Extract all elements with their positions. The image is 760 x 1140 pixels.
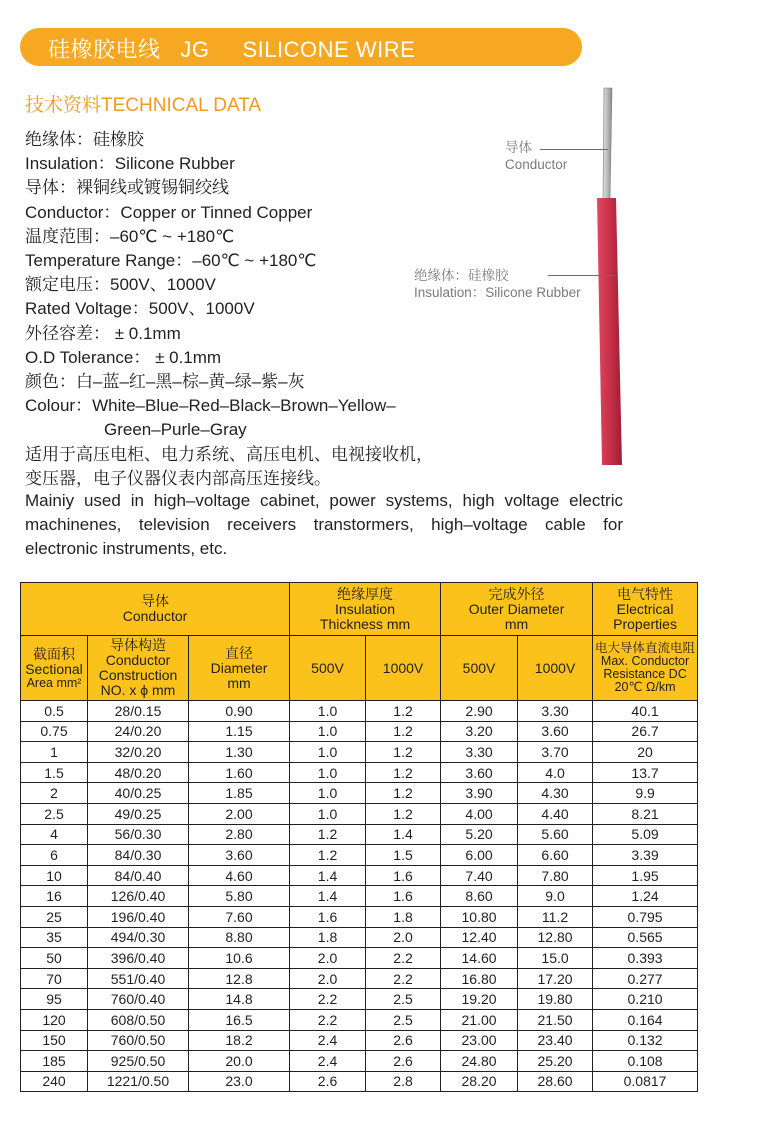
table-cell: 24.80 [441,1051,518,1072]
spec-line: Rated Voltage：500V、1000V [25,299,255,319]
header-text: NO. x ϕ mm [100,682,176,698]
table-cell: 1.95 [593,865,698,886]
table-cell: 8.21 [593,803,698,824]
spec-line: 温度范围：–60℃ ~ +180℃ [25,226,235,246]
table-cell: 8.60 [441,886,518,907]
table-cell: 26.7 [593,721,698,742]
usage-zh-line: 适用于高压电柜、电力系统、高压电机、电视接收机， [25,444,433,464]
table-cell: 925/0.50 [88,1051,189,1072]
header-text: 导体 [141,593,169,609]
conductor-leader-line [540,149,608,150]
table-cell: 28.60 [518,1071,593,1092]
table-cell: 7.80 [518,865,593,886]
spec-list [25,128,625,491]
table-cell: 2.2 [290,1009,366,1030]
table-cell: 2 [21,783,88,804]
table-cell: 3.30 [441,742,518,763]
table-cell: 3.30 [518,701,593,722]
table-cell: 3.60 [189,845,290,866]
table-row [21,742,698,763]
table-cell: 14.60 [441,948,518,969]
header-diameter [189,636,290,701]
header-text: Electrical [616,600,674,617]
table-row [21,1051,698,1072]
table-cell: 70 [21,968,88,989]
table-cell: 14.8 [189,989,290,1010]
table-cell: 1.0 [290,783,366,804]
table-cell: 1.0 [290,742,366,763]
table-cell: 1.0 [290,701,366,722]
table-cell: 1.4 [290,886,366,907]
table-cell: 84/0.30 [88,845,189,866]
title-banner [20,28,582,66]
table-cell: 5.60 [518,824,593,845]
insulation-callout [414,267,581,301]
table-cell: 7.60 [189,906,290,927]
table-cell: 2.5 [366,1009,441,1030]
table-cell: 40/0.25 [88,783,189,804]
table-cell: 2.90 [441,701,518,722]
conductor-callout [505,139,567,173]
page-title: 硅橡胶电线 JG SILICONE WIRE [48,37,416,62]
header-text: Conductor [105,652,171,668]
table-cell: 1.6 [366,865,441,886]
table-cell: 16.5 [189,1009,290,1030]
header-outer-diameter [441,583,593,636]
header-text: Conductor [122,608,188,624]
table-cell: 1.0 [290,762,366,783]
header-text: Construction [98,667,178,683]
table-cell: 25.20 [518,1051,593,1072]
table-cell: 0.393 [593,948,698,969]
table-cell: 396/0.40 [88,948,189,969]
table-cell: 0.75 [21,721,88,742]
table-cell: 3.60 [441,762,518,783]
table-cell: 1.5 [366,845,441,866]
table-cell: 3.39 [593,845,698,866]
table-cell: 0.210 [593,989,698,1010]
table-cell: 15.0 [518,948,593,969]
table-cell: 1.0 [290,721,366,742]
table-cell: 16 [21,886,88,907]
table-cell: 0.5 [21,701,88,722]
header-text: 完成外径 [488,585,545,602]
table-cell: 23.00 [441,1030,518,1051]
table-cell: 2.2 [290,989,366,1010]
table-row [21,1030,698,1051]
table-cell: 1.2 [366,803,441,824]
table-cell: 1.6 [366,886,441,907]
spec-line: 颜色：白–蓝–红–黑–棕–黄–绿–紫–灰 [25,372,305,392]
table-row [21,968,698,989]
table-cell: 760/0.50 [88,1030,189,1051]
table-cell: 10.6 [189,948,290,969]
table-cell: 1.2 [290,845,366,866]
table-cell: 2.0 [290,948,366,969]
table-cell: 1221/0.50 [88,1071,189,1092]
table-row [21,865,698,886]
spec-line: Insulation：Silicone Rubber [25,154,235,174]
table-cell: 2.5 [366,989,441,1010]
table-row [21,948,698,969]
table-cell: 0.90 [189,701,290,722]
spec-line: Green–Purle–Gray [104,420,247,440]
table-cell: 13.7 [593,762,698,783]
table-cell: 20 [593,742,698,763]
table-cell: 1.60 [189,762,290,783]
header-insulation-500v: 500V [290,636,366,701]
table-cell: 95 [21,989,88,1010]
table-cell: 2.4 [290,1051,366,1072]
table-cell: 196/0.40 [88,906,189,927]
table-cell: 19.20 [441,989,518,1010]
header-conductor [21,583,290,636]
table-cell: 494/0.30 [88,927,189,948]
spec-table [20,582,698,1092]
table-cell: 0.132 [593,1030,698,1051]
insulation-label-zh: 绝缘体：硅橡胶 [414,268,509,283]
header-text: Outer Diameter [468,600,565,617]
header-od-500v: 500V [441,636,518,701]
table-cell: 4.40 [518,803,593,824]
table-cell: 1.0 [290,803,366,824]
table-row [21,824,698,845]
table-cell: 48/0.20 [88,762,189,783]
header-text: Insulation [335,600,395,617]
table-row [21,721,698,742]
table-cell: 12.8 [189,968,290,989]
table-cell: 1.8 [366,906,441,927]
table-cell: 12.40 [441,927,518,948]
header-text: Area mm² [26,675,82,690]
header-text: 截面积 [33,645,75,662]
table-cell: 11.2 [518,906,593,927]
table-cell: 5.20 [441,824,518,845]
insulation-jacket [597,198,622,465]
table-cell: 12.80 [518,927,593,948]
table-cell: 9.0 [518,886,593,907]
header-text: 电气特性 [617,585,674,602]
spec-line: Colour：White–Blue–Red–Black–Brown–Yellow– [25,396,396,416]
table-cell: 28/0.15 [88,701,189,722]
table-row [21,1071,698,1092]
table-cell: 6.60 [518,845,593,866]
usage-zh-line: 变压器，电子仪器仪表内部高压连接线。 [25,468,331,488]
table-cell: 8.80 [189,927,290,948]
table-cell: 21.50 [518,1009,593,1030]
table-cell: 17.20 [518,968,593,989]
table-cell: 0.164 [593,1009,698,1030]
table-cell: 2.6 [290,1071,366,1092]
table-cell: 10.80 [441,906,518,927]
table-cell: 0.565 [593,927,698,948]
table-cell: 2.5 [21,803,88,824]
table-cell: 6.00 [441,845,518,866]
table-cell: 19.80 [518,989,593,1010]
header-insulation [290,583,441,636]
table-cell: 2.0 [290,968,366,989]
spec-line: 绝缘体：硅橡胶 [25,130,144,149]
table-cell: 2.4 [290,1030,366,1051]
table-cell: 1.85 [189,783,290,804]
table-cell: 5.09 [593,824,698,845]
table-row [21,783,698,804]
table-cell: 2.00 [189,803,290,824]
table-cell: 0.277 [593,968,698,989]
table-cell: 1.2 [366,721,441,742]
table-cell: 24/0.20 [88,721,189,742]
table-row [21,989,698,1010]
table-cell: 2.2 [366,968,441,989]
header-insulation-1000v: 1000V [366,636,441,701]
table-cell: 20.0 [189,1051,290,1072]
table-cell: 3.20 [441,721,518,742]
table-cell: 2.0 [366,927,441,948]
table-cell: 18.2 [189,1030,290,1051]
table-cell: 1.5 [21,762,88,783]
table-cell: 1 [21,742,88,763]
table-row [21,701,698,722]
table-cell: 4.60 [189,865,290,886]
header-text: mm [504,615,529,632]
header-text: 绝缘厚度 [337,585,394,602]
table-cell: 21.00 [441,1009,518,1030]
header-text: 20℃ Ω/km [614,680,676,694]
table-cell: 16.80 [441,968,518,989]
table-cell: 6 [21,845,88,866]
spec-line: Temperature Range：–60℃ ~ +180℃ [25,251,317,271]
table-cell: 1.2 [366,762,441,783]
section-title: 技术资料TECHNICAL DATA [25,95,262,116]
table-cell: 1.6 [290,906,366,927]
table-row [21,845,698,866]
table-cell: 4.30 [518,783,593,804]
table-cell: 0.0817 [593,1071,698,1092]
table-cell: 2.2 [366,948,441,969]
table-row [21,762,698,783]
spec-line: Conductor：Copper or Tinned Copper [25,202,313,222]
spec-line: O.D Tolerance： ± 0.1mm [25,347,222,367]
spec-line: 外径容差： ± 0.1mm [25,323,181,343]
table-cell: 120 [21,1009,88,1030]
header-text: Max. Conductor [600,654,690,668]
table-cell: 1.2 [290,824,366,845]
header-text: mm [227,674,251,691]
insulation-leader-line [548,275,616,276]
table-cell: 2.6 [366,1030,441,1051]
header-text: 电大导体直流电阻 [595,641,696,655]
spec-line: 导体：裸铜线或镀锡铜绞线 [25,178,229,198]
table-cell: 126/0.40 [88,886,189,907]
table-row [21,886,698,907]
header-text: Sectional [25,660,83,677]
header-resistance [593,636,698,701]
table-cell: 3.90 [441,783,518,804]
table-cell: 2.6 [366,1051,441,1072]
table-cell: 3.60 [518,721,593,742]
header-text: Diameter [210,659,268,676]
header-text: Properties [613,615,677,632]
table-row [21,803,698,824]
table-cell: 84/0.40 [88,865,189,886]
conductor-label-zh: 导体 [505,140,532,155]
table-cell: 1.30 [189,742,290,763]
conductor-core [603,88,612,200]
table-cell: 185 [21,1051,88,1072]
table-cell: 2.8 [366,1071,441,1092]
table-cell: 150 [21,1030,88,1051]
table-row [21,927,698,948]
table-cell: 1.2 [366,742,441,763]
table-cell: 23.40 [518,1030,593,1051]
table-cell: 608/0.50 [88,1009,189,1030]
table-cell: 32/0.20 [88,742,189,763]
table-cell: 760/0.40 [88,989,189,1010]
table-cell: 9.9 [593,783,698,804]
table-cell: 1.8 [290,927,366,948]
usage-en-paragraph: Mainiy used in high–voltage cabinet, power systems, high voltage electric machinenes, television receivers transtormers, high–voltage cable for electronic instruments, etc. [25,491,623,559]
insulation-label-en: Insulation：Silicone Rubber [414,285,581,300]
table-cell: 5.80 [189,886,290,907]
table-cell: 1.2 [366,701,441,722]
header-electrical [593,583,698,636]
table-cell: 0.795 [593,906,698,927]
table-cell: 23.0 [189,1071,290,1092]
header-text: 直径 [225,644,253,661]
table-cell: 0.108 [593,1051,698,1072]
table-cell: 1.2 [366,783,441,804]
table-cell: 551/0.40 [88,968,189,989]
table-cell: 56/0.30 [88,824,189,845]
table-cell: 25 [21,906,88,927]
header-od-1000v: 1000V [518,636,593,701]
table-cell: 1.4 [366,824,441,845]
header-area [21,636,88,701]
table-cell: 49/0.25 [88,803,189,824]
header-construction [88,636,189,701]
table-cell: 2.80 [189,824,290,845]
table-body [21,701,698,1092]
header-text: 导体构造 [110,637,166,653]
table-row [21,906,698,927]
table-cell: 28.20 [441,1071,518,1092]
table-cell: 40.1 [593,701,698,722]
header-text: Resistance DC [603,667,687,681]
table-cell: 4 [21,824,88,845]
table-cell: 1.4 [290,865,366,886]
table-cell: 35 [21,927,88,948]
table-cell: 240 [21,1071,88,1092]
table-cell: 10 [21,865,88,886]
table-cell: 4.00 [441,803,518,824]
table-cell: 1.15 [189,721,290,742]
table-cell: 3.70 [518,742,593,763]
conductor-label-en: Conductor [505,157,568,172]
table-row [21,1009,698,1030]
header-text: Thickness mm [319,615,411,632]
table-cell: 7.40 [441,865,518,886]
spec-line: 额定电压：500V、1000V [25,275,216,295]
table-cell: 1.24 [593,886,698,907]
table-cell: 4.0 [518,762,593,783]
table-cell: 50 [21,948,88,969]
